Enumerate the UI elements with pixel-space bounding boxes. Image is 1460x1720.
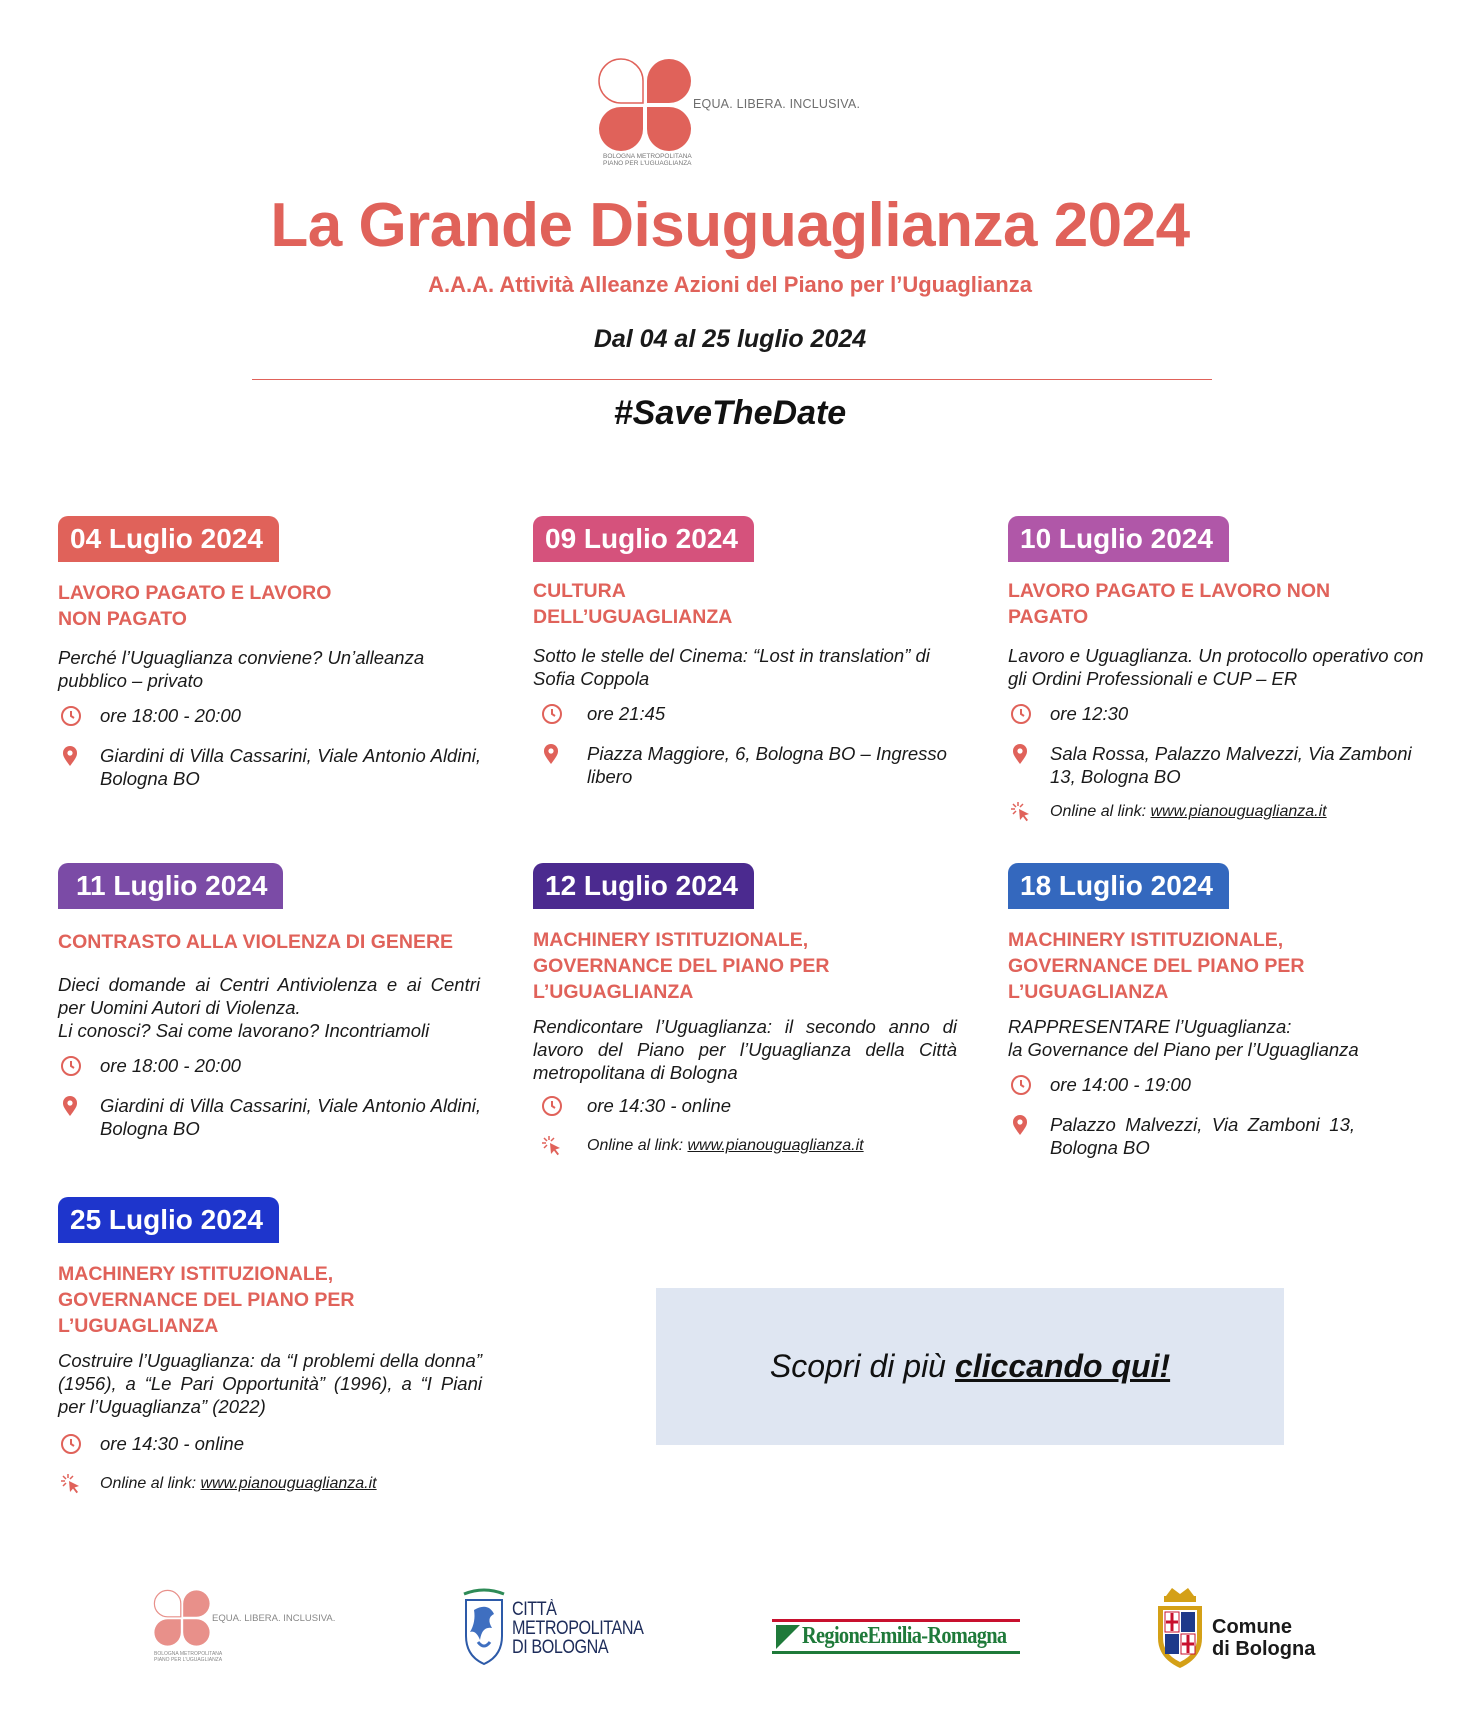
divider [252,379,1212,380]
clover-logo-icon [152,1588,212,1648]
event-place: Giardini di Villa Cassarini, Viale Antonio Aldini, Bologna BO [100,745,481,789]
event-description: Rendicontare l’Uguaglianza: il secondo anno di lavoro del Piano per l’Uguaglianza della Città metropolitana di Bologna [533,1016,957,1083]
event-date-tab: 10 Luglio 2024 [1008,516,1229,562]
scopri-link[interactable]: cliccando qui! [954,1348,1171,1384]
event-date-tab: 12 Luglio 2024 [533,863,754,909]
page-subtitle: A.A.A. Attività Alleanze Azioni del Piano per l’Uguaglianza [428,272,1032,297]
plan-logo [595,55,861,167]
cursor-click-icon [58,1472,100,1500]
event-description: RAPPRESENTARE l’Uguaglianza: la Governance del Piano per l’Uguaglianza [1008,1016,1359,1060]
map-pin-icon [58,744,100,772]
clock-icon [533,702,587,730]
page-title: La Grande Disuguaglianza 2024 [270,191,1190,260]
online-label: Online al link: [1050,803,1147,820]
event-place-row [1008,1113,1438,1159]
event-theme: MACHINERY ISTITUZIONALE, GOVERNANCE DEL PIANO PER L’UGUAGLIANZA [1008,929,1305,1003]
event-description: Lavoro e Uguaglianza. Un protocollo operativo con gli Ordini Professionali e CUP – ER [1008,645,1424,689]
event-theme: CULTURA DELL’UGUAGLIANZA [533,580,733,628]
cursor-click-icon [533,1134,587,1162]
event-theme: CONTRASTO ALLA VIOLENZA DI GENERE [58,931,454,953]
cursor-click-icon [1008,800,1050,828]
event-time-row [1008,702,1438,730]
online-link[interactable]: www.pianouguaglianza.it [687,1137,864,1154]
event-time-row [533,1094,963,1122]
online-link[interactable]: www.pianouguaglianza.it [1150,803,1327,820]
event-online-row [1008,800,1438,828]
event-date-tab: 18 Luglio 2024 [1008,863,1229,909]
event-place-row [1008,742,1438,788]
regione-logo [772,1615,1022,1664]
event-place: Sala Rossa, Palazzo Malvezzi, Via Zamboni 13, Bologna BO [1050,743,1412,787]
event-time-row [1008,1073,1438,1101]
event-place-row [533,742,963,788]
citta-logo-text: CITTÀ METROPOLITANA DI BOLOGNA [512,1599,644,1658]
event-time: ore 14:30 - online [587,1095,731,1116]
event-time-row [533,702,963,730]
comune-logo [1152,1586,1316,1675]
scopri-box [656,1288,1284,1445]
hashtag: #SaveTheDate [613,394,847,432]
comune-crest-icon [1152,1586,1208,1670]
event-card [58,1197,488,1500]
scopri-prefix: Scopri di più [769,1348,946,1384]
event-time: ore 14:00 - 19:00 [1050,1074,1191,1095]
clover-logo-icon [595,55,695,155]
event-theme: MACHINERY ISTITUZIONALE, GOVERNANCE DEL PIANO PER L’UGUAGLIANZA [533,929,830,1003]
event-time: ore 18:00 - 20:00 [100,705,241,726]
event-date-tab: 09 Luglio 2024 [533,516,754,562]
footer-logo-fine-print: BOLOGNA METROPOLITANA PIANO PER L’UGUAGLIANZA [154,1651,223,1663]
event-card [533,863,963,1162]
logo-fine-print: BOLOGNA METROPOLITANA PIANO PER L’UGUAGLIANZA [603,153,692,167]
clock-icon [1008,1073,1050,1101]
online-label: Online al link: [587,1137,684,1154]
event-time: ore 14:30 - online [100,1433,244,1454]
event-time: ore 21:45 [587,703,666,724]
event-online-row [533,1134,963,1162]
citta-metropolitana-logo [458,1586,644,1671]
event-theme: MACHINERY ISTITUZIONALE, GOVERNANCE DEL PIANO PER L’UGUAGLIANZA [58,1263,355,1337]
event-place: Palazzo Malvezzi, Via Zamboni 13, Bologna BO [1050,1114,1355,1158]
regione-logo-text: RegioneEmilia-Romagna [802,1623,1007,1649]
event-time-row [58,1054,488,1082]
clock-icon [58,704,100,732]
online-label: Online al link: [100,1475,197,1492]
event-card [1008,516,1438,828]
event-place: Giardini di Villa Cassarini, Viale Antonio Aldini, Bologna BO [100,1095,481,1139]
footer-logo-tagline: EQUA. LIBERA. INCLUSIVA. [212,1613,336,1624]
clock-icon [58,1054,100,1082]
event-card [58,863,488,1140]
event-card [58,516,488,790]
event-description: Costruire l’Uguaglianza: da “I problemi della donna” (1956), a “Le Pari Opportunità” (1996), a “I Piani per l’Uguaglianza” (2022) [58,1350,482,1417]
logo-tagline: EQUA. LIBERA. INCLUSIVA. [693,97,861,111]
comune-logo-text: Comune di Bologna [1212,1616,1316,1660]
clock-icon [533,1094,587,1122]
event-date-tab: 25 Luglio 2024 [58,1197,279,1243]
map-pin-icon [58,1094,100,1122]
event-time: ore 18:00 - 20:00 [100,1055,241,1076]
event-theme: LAVORO PAGATO E LAVORO NON PAGATO [58,582,332,630]
event-description: Sotto le stelle del Cinema: “Lost in translation” di Sofia Coppola [533,645,930,689]
map-pin-icon [533,742,587,770]
event-date-tab: 11 Luglio 2024 [58,863,283,909]
event-place-row [58,744,488,790]
event-theme: LAVORO PAGATO E LAVORO NON PAGATO [1008,580,1331,628]
event-online-row [58,1472,488,1500]
map-pin-icon [1008,742,1050,770]
event-time: ore 12:30 [1050,703,1129,724]
event-time-row [58,704,488,732]
clock-icon [1008,702,1050,730]
event-place: Piazza Maggiore, 6, Bologna BO – Ingresso libero [587,743,947,787]
footer-plan-logo [152,1588,336,1663]
event-description: Dieci domande ai Centri Antiviolenza e ai Centri per Uomini Autori di Violenza. Li conosci? Sai come lavorano? Incontriamoli [58,974,480,1041]
event-date-tab: 04 Luglio 2024 [58,516,279,562]
online-link[interactable]: www.pianouguaglianza.it [200,1475,377,1492]
event-card [1008,863,1438,1159]
map-pin-icon [1008,1113,1050,1141]
clock-icon [58,1432,100,1460]
dragon-crest-icon [458,1586,510,1666]
event-description: Perché l’Uguaglianza conviene? Un’alleanza pubblico – privato [58,647,425,691]
event-place-row [58,1094,488,1140]
event-time-row [58,1432,488,1460]
date-range: Dal 04 al 25 luglio 2024 [593,325,867,353]
event-card [533,516,963,788]
